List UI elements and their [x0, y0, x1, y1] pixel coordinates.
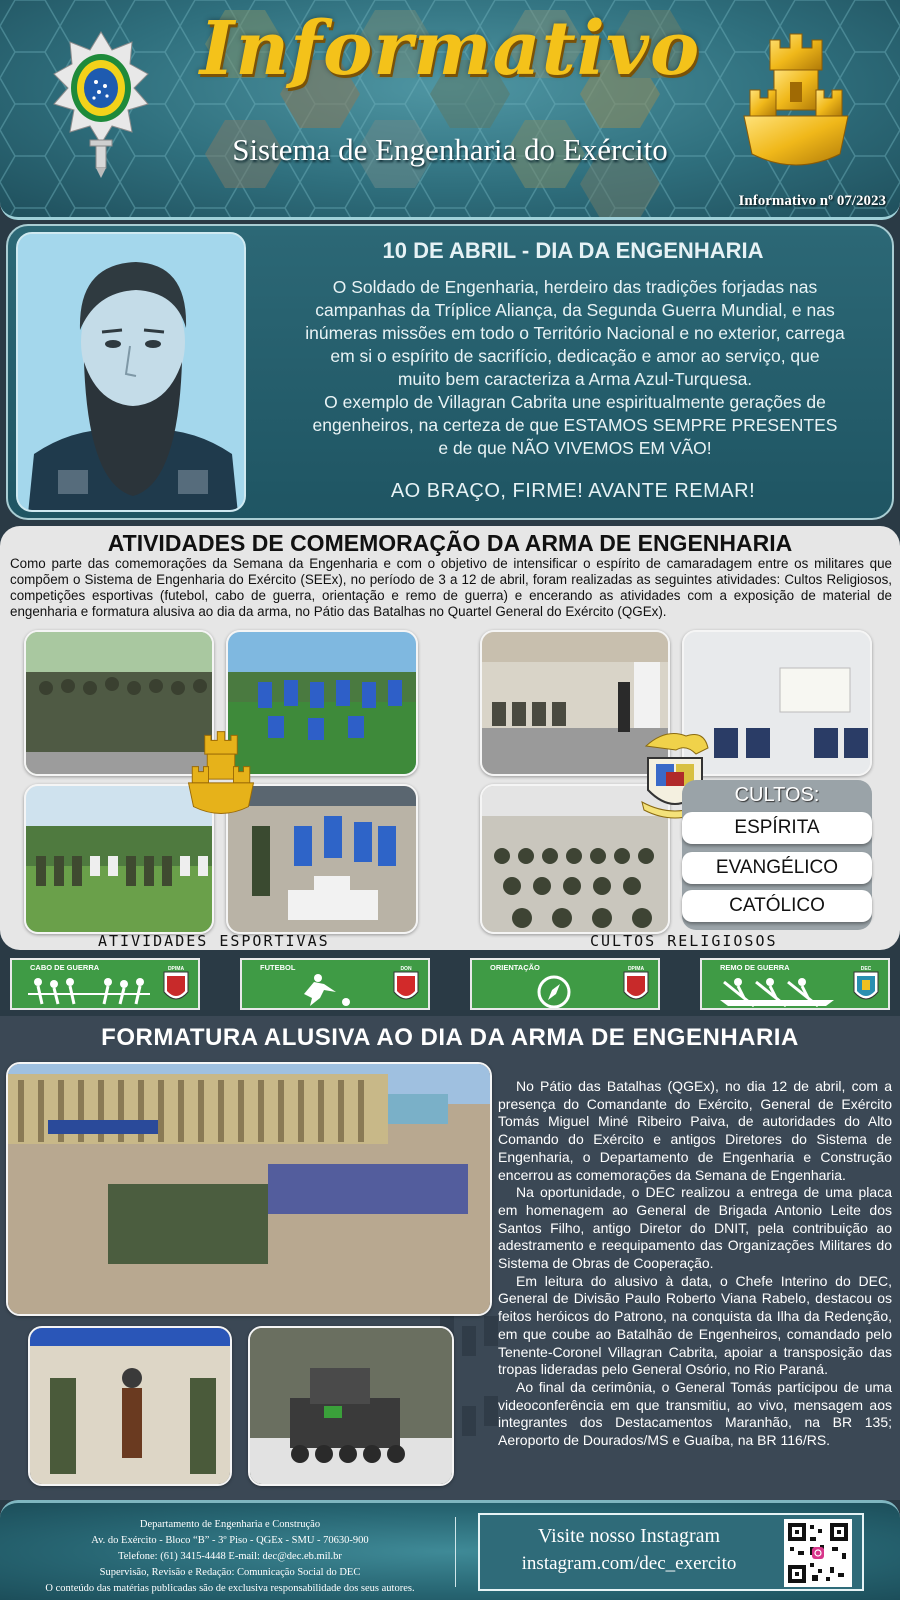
cultos-title: CULTOS:	[734, 784, 820, 806]
portrait-illustration	[18, 234, 246, 512]
badge-football	[240, 958, 430, 1010]
don-shield-icon	[392, 964, 420, 1006]
army-emblem-icon	[52, 30, 150, 180]
engineering-day-section	[6, 224, 894, 520]
badge-org: DEC	[860, 966, 872, 972]
ceremony-paragraph: Na oportunidade, o DEC realizou a entrega de uma placa em homenagem ao General de Brigada Antonio Leite dos Santos Filho, antigo Diretor do DNIT, pela contribuição ao adestramento e reequipamento das Organizações Militares do Sistema de Obras de Cooperação.	[498, 1184, 892, 1272]
footer-address: Av. do Exército - Bloco “B” - 3º Piso - QGEx - SMU - 70630-900	[91, 1535, 369, 1546]
badge-org: DPIMA	[167, 966, 185, 972]
caption-religious: CULTOS RELIGIOSOS	[590, 932, 778, 950]
instagram-promo[interactable]	[478, 1513, 864, 1591]
cultos-panel	[682, 780, 872, 930]
text-line: engenheiros, na certeza de que ESTAMOS SEMPRE PRESENTES	[312, 415, 838, 435]
football-player-icon	[254, 972, 384, 1008]
culto-item: CATÓLICO	[682, 890, 872, 922]
text-line: O exemplo de Villagran Cabrita une espiritualmente gerações de	[324, 392, 826, 412]
text-line: muito bem caracteriza a Arma Azul-Turquesa.	[397, 369, 753, 389]
badge-orienteering	[470, 958, 660, 1010]
newsletter-subtitle: Sistema de Engenharia do Exército	[232, 132, 668, 167]
footer-disclaimer: O conteúdo das matérias publicadas são de exclusiva responsabilidade dos seus autores.	[45, 1583, 415, 1594]
footer-divider	[455, 1517, 456, 1587]
compass-icon	[484, 972, 614, 1008]
photo-engineering-robot	[248, 1326, 454, 1486]
engineering-day-text	[260, 276, 890, 460]
badge-war-rowing	[700, 958, 890, 1010]
caption-sports: ATIVIDADES ESPORTIVAS	[98, 932, 330, 950]
newsletter-title: Informativo	[199, 6, 701, 92]
footer-contact	[10, 1517, 450, 1597]
instagram-cta: Visite nosso Instagram	[537, 1525, 721, 1547]
instagram-link[interactable]: instagram.com/dec_exercito	[521, 1553, 737, 1574]
badge-org: DON	[400, 966, 412, 972]
culto-item: EVANGÉLICO	[682, 852, 872, 884]
text-line: inúmeras missões em todo o Território Nacional e no exterior, carrega	[305, 323, 845, 343]
badge-label: FUTEBOL	[260, 963, 296, 972]
engineering-day-title: 10 DE ABRIL - DIA DA ENGENHARIA	[382, 238, 764, 263]
activities-section	[0, 526, 900, 950]
engineering-castle-icon	[186, 728, 256, 824]
dpima-shield-icon	[622, 964, 650, 1006]
dpima-shield-icon	[162, 964, 190, 1006]
badge-label: CABO DE GUERRA	[30, 963, 100, 972]
text-line: em si o espírito de sacrifício, dedicação e amor ao serviço, que	[330, 346, 820, 366]
activities-title: ATIVIDADES DE COMEMORAÇÃO DA ARMA DE ENGENHARIA	[107, 530, 793, 556]
ceremony-section	[0, 1016, 900, 1500]
ceremony-text	[498, 1078, 892, 1450]
photo-parade-formation	[6, 1062, 492, 1316]
ceremony-title: FORMATURA ALUSIVA AO DIA DA ARMA DE ENGENHARIA	[101, 1024, 799, 1051]
dec-shield-icon	[852, 964, 880, 1006]
issue-number: Informativo nº 07/2023	[738, 193, 886, 209]
activities-text: Como parte das comemorações da Semana da Engenharia e com o objetivo de intensificar o espírito de camaradagem entre os militares que compõem o Sistema de Engenharia do Exército (SEEx), no período de 3 a 12 de abril, foram realizadas as seguintes atividades: Cultos Religiosos, competições esportivas (futebol, cabo de guerra, orientação e remo de guerra) e encerando as atividades com a exposição de material de engenharia e formatura alusiva ao dia da arma, no Pátio das Batalhas no Quartel General do Exército (QGEx).	[10, 556, 892, 619]
footer	[0, 1500, 900, 1600]
badge-tug-of-war	[10, 958, 200, 1010]
text-line: e de que NÃO VIVEMOS EM VÃO!	[438, 438, 712, 458]
text-line: campanhas da Tríplice Aliança, da Segunda Guerra Mundial, e nas	[315, 300, 835, 320]
patron-portrait	[16, 232, 246, 512]
badge-label: REMO DE GUERRA	[720, 963, 790, 972]
ceremony-paragraph: No Pátio das Batalhas (QGEx), no dia 12 de abril, com a presença do Comandante do Exército, General de Exército Tomás Miguel Miné Ribeiro Paiva, de autoridades do Alto Comando do Exército e antigos Diretores do Sistema de Engenharia, o Departamento de Engenharia e Construção encerrou as comemorações da Semana de Engenharia.	[498, 1078, 892, 1183]
culto-item: ESPÍRITA	[682, 812, 872, 844]
engineering-castle-icon	[740, 30, 852, 180]
photo-plaque-ceremony	[28, 1326, 232, 1486]
qr-code-icon[interactable]	[784, 1519, 852, 1587]
engineering-motto: AO BRAÇO, FIRME! AVANTE REMAR!	[390, 480, 756, 502]
footer-line: Departamento de Engenharia e Construção	[139, 1519, 321, 1530]
text-line: O Soldado de Engenharia, herdeiro das tradições forjadas nas	[332, 277, 818, 297]
footer-phone-email[interactable]: Telefone: (61) 3415-4448 E-mail: dec@dec.eb.mil.br	[118, 1551, 342, 1562]
ceremony-paragraph: Ao final da cerimônia, o General Tomás participou de uma videoconferência em que transmitiu, ao vivo, mensagem aos integrantes dos Destacamentos Maranhão, na BR 135; Aeroporto de Dourados/MS e Guaíba, na BR 116/RS.	[498, 1378, 892, 1449]
tug-of-war-icon	[24, 972, 154, 1008]
header-banner	[0, 0, 900, 220]
ceremony-paragraph: Em leitura do alusivo à data, o Chefe Interino do DEC, General de Divisão Paulo Roberto Viana Rabelo, destacou os feitos heróicos do Patrono, na conquista da Ilha da Redenção, em que coube ao Batalhão de Engenheiros, comandado pelo Tenente-Coronel Villagran Cabrita, apoiar a transposição das tropas lideradas pelo General Osório, no Rio Paraná.	[498, 1272, 892, 1378]
badge-label: ORIENTAÇÃO	[490, 963, 540, 972]
badge-org: DPIMA	[627, 966, 645, 972]
rowing-icon	[714, 972, 844, 1008]
footer-line: Supervisão, Revisão e Redação: Comunicação Social do DEC	[99, 1567, 361, 1578]
